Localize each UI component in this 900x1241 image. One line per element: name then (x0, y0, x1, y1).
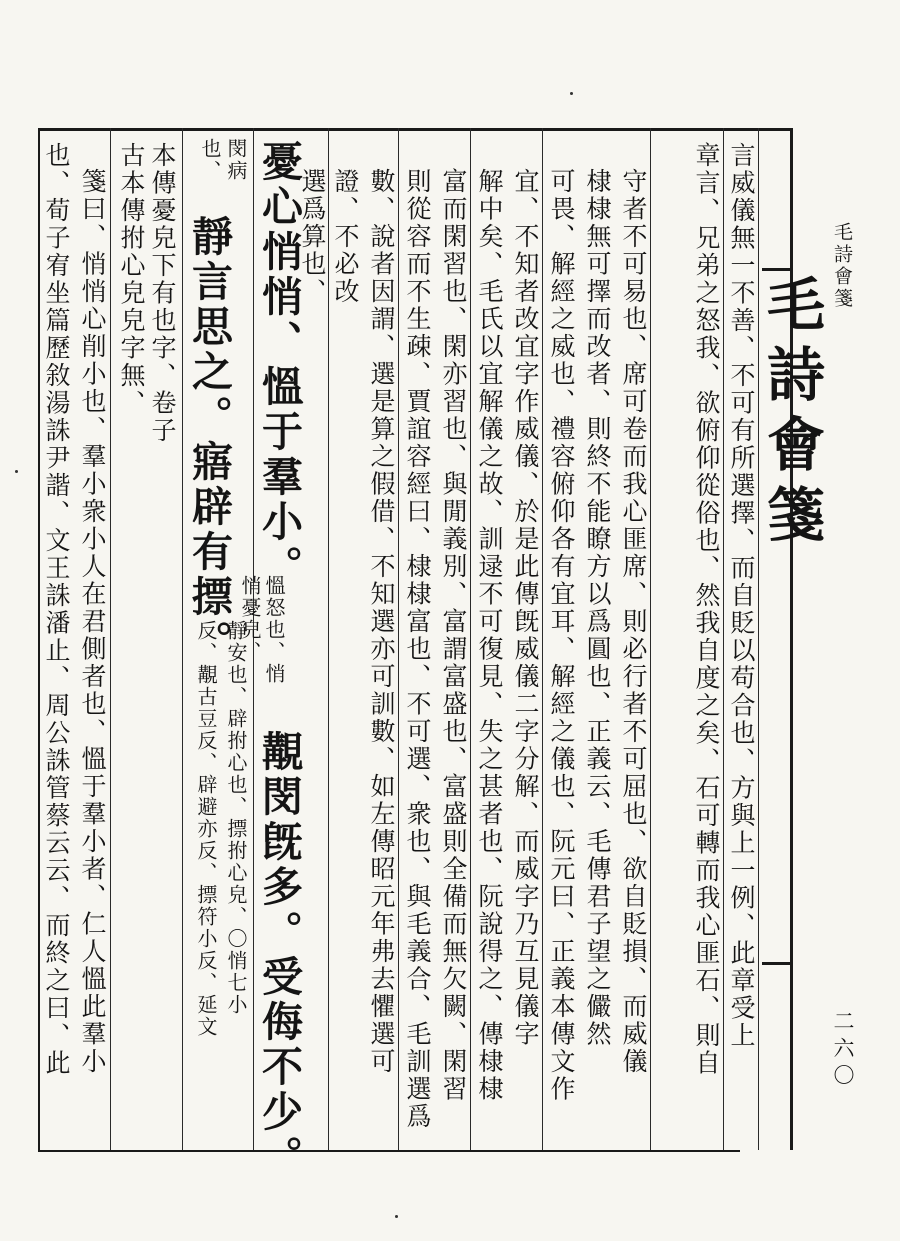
note-line-1b: 悄憂皃、 (238, 575, 262, 663)
text-column-11a: 證、不必改 (331, 168, 360, 306)
commentary-column-2: 也、荀子宥坐篇歷敘湯誅尹諧、文王誅潘止、周公誅管蔡云云、而終之曰、此 (42, 142, 71, 1077)
text-column-8: 富而閑習也、閑亦習也、與閒義別、富謂富盛也、富盛則全備而無欠闕、閑習 (439, 168, 468, 1103)
collation-note-1: 本傳憂皃下有也字、卷子 (148, 142, 177, 445)
collation-note-2: 古本傳拊心皃皃字無、 (117, 142, 146, 417)
column-rule (650, 128, 651, 1150)
text-column-3: 守者不可易也、席可卷而我心匪席、則必行者不可屈也、欲自貶損、而威儀 (619, 168, 648, 1076)
column-rule (470, 128, 471, 1150)
column-rule (542, 128, 543, 1150)
text-column-11b: 選爲算也、 (298, 168, 327, 306)
text-column-6: 宜、不知者改宜字作威儀、於是此傳旣威儀二字分解、而威字乃互見儀字 (511, 168, 540, 1048)
column-rule (328, 128, 329, 1150)
page-frame-bottom-border (38, 1150, 740, 1152)
text-column-1: 言威儀無一不善、不可有所選擇、而自貶以苟合也、方與上一例、此章受上 (727, 142, 756, 1050)
header-title: 毛詩會箋 (757, 274, 825, 554)
text-column-7: 解中矣、毛氏以宜解儀之故、訓逯不可復見、失之甚者也、阮說得之、傳棣棣 (475, 168, 504, 1103)
text-column-4: 棣棣無可擇而改者、則終不能瞭方以爲圓也、正義云、毛傳君子望之儼然 (583, 168, 612, 1048)
page-frame-top-border (38, 128, 790, 131)
column-rule (182, 128, 183, 1150)
column-rule (723, 128, 724, 1150)
text-column-2: 章言、兄弟之怒我、欲俯仰從俗也、然我自度之矣、石可轉而我心匪石、則自 (692, 142, 721, 1077)
scan-speck (570, 92, 573, 95)
text-column-5: 可畏、解經之威也、禮容俯仰各有宜耳、解經之儀也、阮元曰、正義本傳文作 (547, 168, 576, 1103)
note-line-1a: 慍怒也、悄 (262, 575, 286, 685)
text-column-9: 則從容而不生疎、賈誼容經曰、棣棣富也、不可選、衆也、與毛義合、毛訓選爲 (403, 168, 432, 1131)
margin-book-label: 毛詩會箋 (831, 222, 853, 310)
scan-speck (395, 1215, 398, 1218)
header-bottom-rule (762, 962, 792, 965)
column-rule (110, 128, 111, 1150)
note-line-3a: 靜安也、辟拊心也、摽拊心皃、〇悄七小 (224, 620, 248, 1016)
header-top-rule (762, 268, 792, 271)
text-column-10: 數、說者因謂、選是算之假借、不知選亦可訓數、如左傳昭元年弗去懼選可 (367, 168, 396, 1076)
column-rule (398, 128, 399, 1150)
classic-text-line-2: 覯閔旣多。受侮不少。 (255, 730, 303, 1180)
note-line-2a: 閔病 (224, 138, 248, 182)
classic-text-line-3: 靜言思之。寤辟有摽。 (185, 215, 233, 665)
note-line-3b: 反、覯古豆反、辟避亦反、摽符小反、延文 (194, 620, 218, 1038)
scan-speck (15, 470, 18, 473)
note-line-2b: 也、 (198, 138, 222, 182)
page-number: 二六〇 (831, 1010, 855, 1091)
page-frame-left-border (38, 128, 40, 1150)
classic-text-line-1: 憂心悄悄、慍于羣小。 (255, 140, 303, 590)
commentary-column-1: 箋曰、悄悄心削小也、羣小衆小人在君側者也、慍于羣小者、仁人慍此羣小 (78, 168, 107, 1076)
